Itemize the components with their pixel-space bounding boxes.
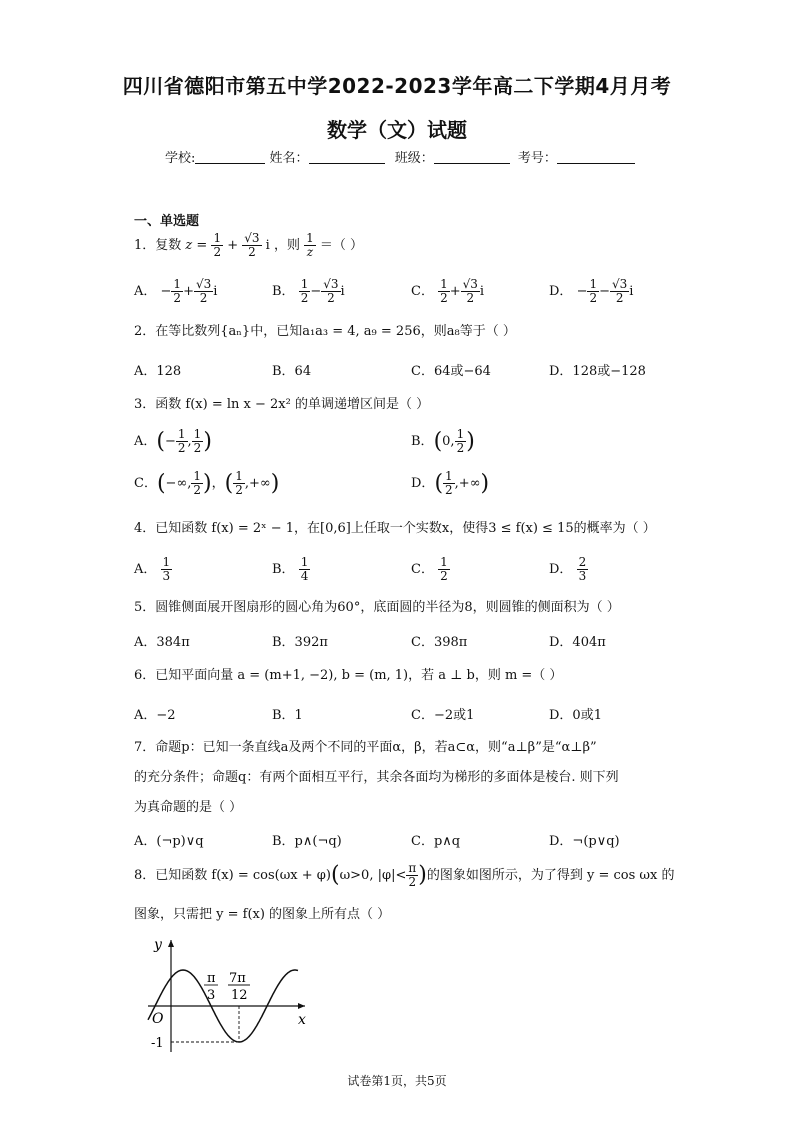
tick-3-denominator: 3	[207, 988, 216, 1003]
question-7-option-d[interactable]: D．¬(p∨q)	[549, 834, 620, 849]
x-axis-arrow	[298, 1003, 305, 1009]
tick-pi-numerator: π	[207, 971, 216, 986]
student-info-row	[165, 147, 635, 166]
y-axis-arrow	[168, 940, 174, 947]
question-4-option-b[interactable]: B． $\frac{1}{4}$	[272, 555, 309, 584]
class-label: 班级：	[394, 151, 434, 166]
tick-12-denominator: 12	[231, 988, 248, 1003]
question-2-option-c[interactable]: C．64或−64	[411, 364, 491, 379]
page-footer: 试卷第1页，共5页	[347, 1074, 447, 1088]
school-label: 学校:	[165, 151, 196, 166]
question-2-stem: 2．在等比数列{aₙ}中，已知a₁a₃ = 4, a₉ = 256，则a₈等于（ ）	[134, 324, 516, 339]
question-3-option-b[interactable]: B．(0, $\frac{1}{2}$ )	[411, 427, 475, 456]
name-label: 姓名：	[269, 151, 309, 166]
question-2-option-d[interactable]: D．128或−128	[549, 364, 646, 379]
question-7-stem-line3: 为真命题的是（ ）	[134, 800, 243, 815]
question-1-option-d[interactable]: D． − $\frac{1}{2}$ − $\frac{√3}{2}$ i	[549, 277, 634, 306]
question-4-option-d[interactable]: D． $\frac{2}{3}$	[549, 555, 587, 584]
x-axis-label: x	[298, 1012, 306, 1028]
name-field[interactable]	[309, 149, 385, 164]
question-8-stem-line2: 图象，只需把 y = f(x) 的图象上所有点（ ）	[134, 907, 391, 922]
question-6-option-b[interactable]: B．1	[272, 708, 303, 723]
exam-title: 四川省德阳市第五中学2022-2023学年高二下学期4月月考	[122, 74, 672, 98]
question-3-stem: 3．函数 f(x) = ln x − 2x² 的单调递增区间是（ ）	[134, 397, 430, 412]
question-5-option-b[interactable]: B．392π	[272, 635, 328, 650]
question-5-option-d[interactable]: D．404π	[549, 635, 606, 650]
number-label: 考号：	[517, 151, 557, 166]
question-1-option-c[interactable]: C． $\frac{1}{2}$ + $\frac{√3}{2}$ i	[411, 277, 485, 306]
question-5-option-c[interactable]: C．398π	[411, 635, 468, 650]
question-5-option-a[interactable]: A．384π	[134, 635, 190, 650]
question-7-option-b[interactable]: B．p∧(¬q)	[272, 834, 342, 849]
question-6-option-a[interactable]: A．−2	[134, 708, 176, 723]
question-4-option-c[interactable]: C． $\frac{1}{2}$	[411, 555, 448, 584]
y-tick-minus-one: -1	[151, 1036, 164, 1051]
question-5-stem: 5．圆锥侧面展开图扇形的圆心角为60°，底面圆的半径为8，则圆锥的侧面积为（ ）	[134, 600, 620, 615]
question-3-option-a[interactable]: A．(− $\frac{1}{2}$ , $\frac{1}{2}$ )	[134, 427, 212, 456]
class-field[interactable]	[434, 149, 510, 164]
school-field[interactable]	[195, 149, 265, 164]
question-6-stem: 6．已知平面向量 a = (m+1, −2), b = (m, 1)，若 a ⊥ b，则 m =（ ）	[134, 668, 563, 683]
question-7-option-a[interactable]: A．(¬p)∨q	[134, 834, 204, 849]
section-title: 一、单选题	[134, 214, 200, 229]
question-1-option-b[interactable]: B． $\frac{1}{2}$ − $\frac{√3}{2}$ i	[272, 277, 345, 306]
question-1-stem: 1．复数 z = $\frac{1}{2}$ + $\frac{√3}{2}$ i ，则 $\frac{1}{z}$ ＝（ ）	[134, 231, 364, 260]
question-7-stem-line1: 7．命题p：已知一条直线a及两个不同的平面α，β，若a⊂α，则“a⊥β”是“α⊥β”	[134, 740, 597, 755]
question-4-option-a[interactable]: A． $\frac{1}{3}$	[134, 555, 171, 584]
question-7-option-c[interactable]: C．p∧q	[411, 834, 461, 849]
question-2-option-b[interactable]: B．64	[272, 364, 312, 379]
y-axis-label: y	[154, 937, 162, 953]
question-6-option-c[interactable]: C．−2或1	[411, 708, 475, 723]
question-1-option-a[interactable]: A． − $\frac{1}{2}$ + $\frac{√3}{2}$ i	[134, 277, 218, 306]
question-7-stem-line2: 的充分条件；命题q：有两个面相互平行，其余各面均为梯形的多面体是棱台. 则下列	[134, 770, 619, 785]
tick-7pi-numerator: 7π	[229, 971, 246, 986]
question-2-option-a[interactable]: A．128	[134, 364, 182, 379]
question-4-stem: 4．已知函数 f(x) = 2ˣ − 1，在[0,6]上任取一个实数x，使得3 ≤ f(x) ≤ 15的概率为（ ）	[134, 521, 656, 536]
number-field[interactable]	[557, 149, 635, 164]
question-6-option-d[interactable]: D．0或1	[549, 708, 602, 723]
question-8-graph	[140, 932, 315, 1057]
question-3-option-c[interactable]: C．(−∞, $\frac{1}{2}$ )，( $\frac{1}{2}$ ,+∞)	[134, 469, 280, 498]
origin-label: O	[152, 1011, 164, 1027]
exam-subtitle: 数学（文）试题	[327, 118, 467, 142]
question-3-option-d[interactable]: D．( $\frac{1}{2}$ ,+∞)	[411, 469, 490, 498]
question-8-stem-line1: 8．已知函数 f(x) = cos(ωx + φ)(ω>0, |φ|< $\frac{\pi}{2}$ )的图象如图所示，为了得到 y = cos ωx 的	[134, 861, 675, 890]
